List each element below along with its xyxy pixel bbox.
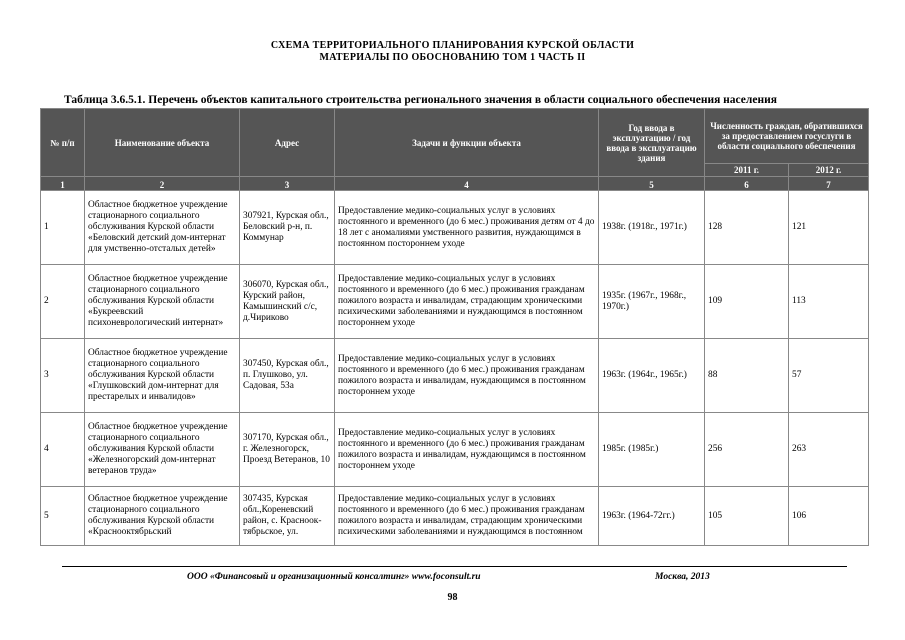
cell-tasks-text: Предоставление медико-социальных услуг в условиях постоянного и временного (до 6 мес.) проживания гражданам пожилого возраста и инвалидам, страдающим хроническими психическими заболеваниями и нуждающимся в постоянном xyxy=(338,494,585,537)
col-header-num: № п/п xyxy=(41,109,85,177)
objects-table xyxy=(40,108,869,546)
cell-2011: 109 xyxy=(705,265,789,339)
cell-name-text: Областное бюджетное учреждение стационарного социального обслуживания Курской области «Беловский детский дом-интернат для умственно-отсталых детей» xyxy=(88,200,228,254)
cell-year: 1938г. (1918г., 1971г.) xyxy=(599,191,705,265)
col-header-2011: 2011 г. xyxy=(705,164,789,177)
cell-2012: 121 xyxy=(789,191,869,265)
document-header-line2: МАТЕРИАЛЫ ПО ОБОСНОВАНИЮ ТОМ 1 ЧАСТЬ II xyxy=(319,52,586,63)
col-number: 1 xyxy=(41,177,85,191)
cell-year: 1985г. (1985г.) xyxy=(599,413,705,487)
cell-num: 4 xyxy=(41,413,85,487)
table-caption: Таблица 3.6.5.1. Перечень объектов капитального строительства регионального значения в области социального обеспечения населения xyxy=(64,94,777,106)
cell-tasks xyxy=(335,265,599,339)
col-number: 5 xyxy=(599,177,705,191)
cell-num: 3 xyxy=(41,339,85,413)
col-number: 2 xyxy=(85,177,240,191)
page-number: 98 xyxy=(447,592,458,603)
col-header-2012: 2012 г. xyxy=(789,164,869,177)
cell-2012: 57 xyxy=(789,339,869,413)
col-header-name: Наименование объекта xyxy=(85,109,240,177)
column-number-row xyxy=(41,177,869,191)
cell-address-text: 307170, Курская обл., г. Железногорск, Проезд Ветеранов, 10 xyxy=(243,433,330,465)
col-header-address: Адрес xyxy=(240,109,335,177)
col-number: 6 xyxy=(705,177,789,191)
cell-2011: 88 xyxy=(705,339,789,413)
col-number: 7 xyxy=(789,177,869,191)
cell-name xyxy=(85,487,240,546)
cell-year: 1963г. (1964-72гг.) xyxy=(599,487,705,546)
cell-address xyxy=(240,487,335,546)
cell-num: 1 xyxy=(41,191,85,265)
cell-address xyxy=(240,265,335,339)
cell-name-text: Областное бюджетное учреждение стационарного социального обслуживания Курской области «Букреевский психоневрологический интернат» xyxy=(88,274,228,328)
cell-tasks-text: Предоставление медико-социальных услуг в условиях постоянного и временного (до 6 мес.) проживания гражданам пожилого возраста и инвалидам, страдающим хроническими психическими заболеваниями и нуждающимся в постоянном постороннем уходе xyxy=(338,274,585,328)
cell-name xyxy=(85,191,240,265)
table-row xyxy=(41,413,869,487)
cell-address-text: 307435, Курская обл.,Кореневский район, с. Красноок-тябрьское, ул. xyxy=(243,494,322,537)
cell-2012: 106 xyxy=(789,487,869,546)
cell-name-text: Областное бюджетное учреждение стационарного социального обслуживания Курской области «Железногорский дом-интернат ветеранов труда» xyxy=(88,422,228,476)
cell-address-text: 307450, Курская обл., п. Глушково, ул. Садовая, 53а xyxy=(243,359,329,391)
cell-num: 2 xyxy=(41,265,85,339)
cell-address xyxy=(240,191,335,265)
footer-company: ООО «Финансовый и организационный консалтинг» www.foconsult.ru xyxy=(187,572,481,582)
table-row xyxy=(41,265,869,339)
cell-name xyxy=(85,339,240,413)
cell-name-text: Областное бюджетное учреждение стационарного социального обслуживания Курской области «Глушковский дом-интернат для престарелых и инвалидов» xyxy=(88,348,228,402)
col-header-tasks: Задачи и функции объекта xyxy=(335,109,599,177)
cell-2011: 128 xyxy=(705,191,789,265)
table-header-row xyxy=(41,109,869,164)
col-number: 4 xyxy=(335,177,599,191)
table-row xyxy=(41,339,869,413)
cell-address-text: 306070, Курская обл., Курский район, Камышинский с/с, д.Чириково xyxy=(243,279,329,323)
cell-tasks-text: Предоставление медико-социальных услуг в условиях постоянного и временного (до 6 мес.) проживания гражданам пожилого возраста и инвалидам, нуждающимся в постоянном постороннем уходе xyxy=(338,427,586,471)
col-header-count: Численность граждан, обратившихся за предоставлением госуслуги в области социального обеспечения xyxy=(705,109,869,164)
cell-tasks xyxy=(335,339,599,413)
col-header-year: Год ввода в эксплуатацию / год ввода в эксплуатацию здания xyxy=(599,109,705,177)
cell-name xyxy=(85,265,240,339)
table-row xyxy=(41,191,869,265)
cell-address xyxy=(240,413,335,487)
cell-2012: 263 xyxy=(789,413,869,487)
cell-tasks xyxy=(335,413,599,487)
cell-name-text: Областное бюджетное учреждение стационарного социального обслуживания Курской области «Краснооктябрьский xyxy=(88,494,228,537)
cell-2011: 256 xyxy=(705,413,789,487)
footer-city-year: Москва, 2013 xyxy=(655,572,710,582)
col-number: 3 xyxy=(240,177,335,191)
cell-tasks-text: Предоставление медико-социальных услуг в условиях постоянного и временного (до 6 мес.) проживания гражданам пожилого возраста и инвалидам, нуждающимся в постоянном постороннем уходе xyxy=(338,353,586,397)
cell-year: 1963г. (1964г., 1965г.) xyxy=(599,339,705,413)
cell-address-text: 307921, Курская обл., Беловский р-н, п. Коммунар xyxy=(243,211,329,243)
document-header-line1: СХЕМА ТЕРРИТОРИАЛЬНОГО ПЛАНИРОВАНИЯ КУРСКОЙ ОБЛАСТИ xyxy=(270,40,635,51)
cell-tasks xyxy=(335,191,599,265)
cell-address xyxy=(240,339,335,413)
cell-num: 5 xyxy=(41,487,85,546)
cell-tasks-text: Предоставление медико-социальных услуг в условиях постоянного и временного (до 6 мес.) проживания детям от 4 до 18 лет с аномалиями умственного развития, нуждающимся в постоянном постороннем уходе xyxy=(338,205,595,249)
table-row xyxy=(41,487,869,546)
cell-tasks xyxy=(335,487,599,546)
cell-year: 1935г. (1967г., 1968г., 1970г.) xyxy=(599,265,705,339)
cell-2011: 105 xyxy=(705,487,789,546)
footer-divider xyxy=(62,566,847,567)
cell-name xyxy=(85,413,240,487)
cell-2012: 113 xyxy=(789,265,869,339)
